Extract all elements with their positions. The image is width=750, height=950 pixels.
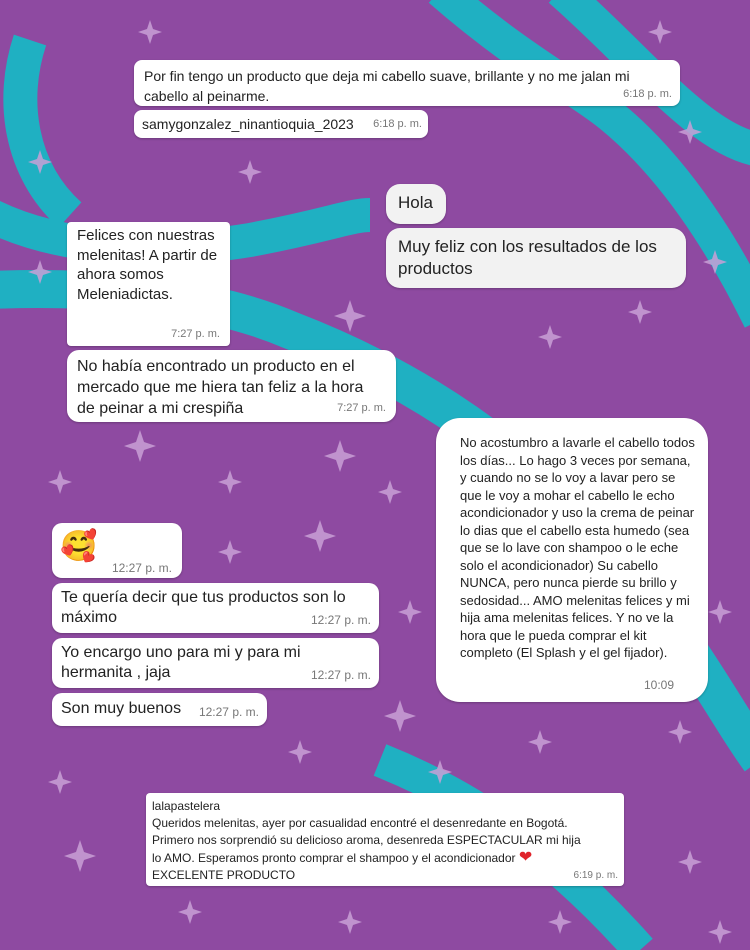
sparkle	[648, 20, 672, 44]
message-bubble-9	[52, 583, 379, 633]
sparkle	[124, 430, 156, 462]
smiling-face-hearts-emoji: 🥰	[60, 530, 98, 563]
message-bubble-4	[386, 228, 686, 288]
sparkle	[218, 540, 242, 564]
message-text: Son muy buenos	[61, 700, 182, 717]
message-time: 7:27 p. m.	[337, 402, 386, 414]
sparkle	[324, 440, 356, 472]
sparkle	[548, 910, 572, 934]
message-text: Te quería decir que tus productos son lo máximo	[61, 589, 346, 626]
message-author: samygonzalez_ninantioquia_2023	[142, 116, 354, 132]
sparkle	[378, 480, 402, 504]
sparkle	[48, 470, 72, 494]
message-bubble-emoji	[52, 523, 182, 578]
sparkle	[668, 720, 692, 744]
sparkle	[708, 600, 732, 624]
teal-wave-left	[20, 40, 70, 215]
message-body: Queridos melenitas, ayer por casualidad encontré el desenredante en Bogotá. Primero nos sorprendió su delicioso aroma, desenreda ESPECTACULAR mi hija lo AMO. Esperamos pronto comprar el shampoo y el acondicionador	[152, 816, 581, 865]
sparkle	[178, 900, 202, 924]
message-time: 10:09	[643, 677, 674, 692]
sparkle	[334, 300, 366, 332]
sparkle	[398, 600, 422, 624]
sparkle	[628, 300, 652, 324]
message-bubble-hola	[386, 184, 446, 224]
message-text: Muy feliz con los resultados de los productos	[398, 237, 657, 278]
message-bubble-5	[67, 222, 230, 346]
red-heart-icon: ❤	[518, 849, 533, 866]
message-time: 12:27 p. m.	[310, 668, 371, 682]
message-time: 7:27 p. m.	[171, 327, 220, 340]
sparkle	[64, 840, 96, 872]
message-time: 12:27 p. m.	[198, 705, 259, 719]
message-bubble-12	[146, 793, 624, 886]
message-text: Hola	[398, 193, 433, 212]
sparkle	[218, 470, 242, 494]
sparkle	[304, 520, 336, 552]
sparkle	[708, 920, 732, 944]
message-time: 12:27 p. m.	[310, 613, 371, 627]
message-text: Yo encargo uno para mi y para mi hermanita , jaja	[61, 644, 301, 681]
sparkle	[48, 770, 72, 794]
message-text	[152, 815, 592, 867]
message-bubble-2	[134, 110, 428, 138]
message-time: 6:19 p. m.	[573, 870, 618, 881]
message-bubble-7	[436, 418, 708, 702]
message-footer: EXCELENTE PRODUCTO	[152, 868, 296, 882]
message-text: No había encontrado un producto en el mercado que me hiera tan feliz a la hora de peinar a mi crespiña	[77, 358, 364, 417]
message-bubble-10	[52, 638, 379, 688]
sparkle	[288, 740, 312, 764]
message-bubble-11	[52, 693, 267, 726]
sparkle	[678, 850, 702, 874]
sparkle	[384, 700, 416, 732]
message-text: Por fin tengo un producto que deja mi cabello suave, brillante y no me jalan mi cabello al peinarme.	[144, 68, 630, 104]
sparkle	[238, 160, 262, 184]
message-text: Felices con nuestras melenitas! A partir de ahora somos Meleniadictas.	[77, 227, 218, 303]
sparkle	[538, 325, 562, 349]
sparkle	[338, 910, 362, 934]
message-text: No acostumbro a lavarle el cabello todos los días... Lo hago 3 veces por semana, y cuando no se lo voy a lavar pero se que le voy a mohar el cabello le echo acondicionador y uso la crema de peinar lo dias que el cabello esta humedo (sea que se lo lave con shampoo o le eche solo el acondicionador) Su cabello NUNCA, pero nunca pierde su brillo y sedosidad... AMO melenitas felices y mi hija ama melenitas felices. Y no ve la hora que le pueda comprar el kit completo (El Splash y el gel fijador).	[460, 435, 695, 660]
message-time: 6:18 p. m.	[373, 118, 422, 130]
message-bubble-6	[67, 350, 396, 422]
sparkle	[138, 20, 162, 44]
message-bubble-1	[134, 60, 680, 106]
message-time: 6:18 p. m.	[623, 88, 672, 100]
sparkle	[528, 730, 552, 754]
message-time: 12:27 p. m.	[111, 561, 172, 575]
message-author: lalapastelera	[152, 799, 221, 813]
